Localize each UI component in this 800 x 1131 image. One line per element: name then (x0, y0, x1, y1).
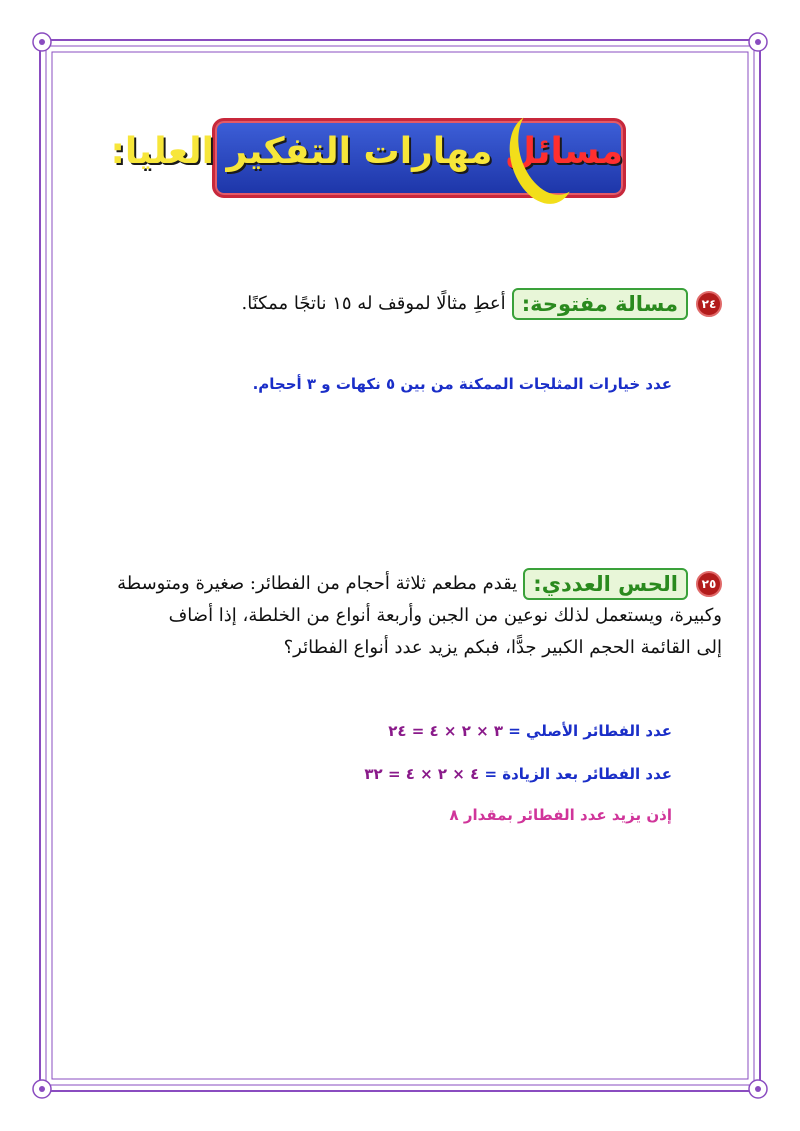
title-rest: مهارات التفكير العليا: (110, 131, 505, 172)
question-number-badge: ٢٤ (696, 291, 722, 317)
question-line-2: وكبيرة، ويستعمل لذلك نوعين من الجبن وأربعة أنواع من الخلطة، إذا أضاف (168, 605, 722, 626)
question-label: الحس العددي: (523, 568, 688, 600)
answer-value: ٤ × ٢ × ٤ = ٣٢ (364, 765, 480, 783)
answer-25-line-2 (364, 765, 672, 783)
answer-label: عدد الفطائر بعد الزيادة = (479, 765, 672, 783)
answer-25-conclusion: إذن يزيد عدد الفطائر بمقدار ٨ (449, 806, 672, 824)
question-line-3: إلى القائمة الحجم الكبير جدًّا، فبكم يزيد عدد أنواع الفطائر؟ (283, 637, 722, 658)
question-text: أعطِ مثالًا لموقف له ١٥ ناتجًا ممكنًا. (241, 293, 506, 314)
question-line-1 (72, 568, 722, 600)
question-25 (72, 568, 722, 664)
title-accent: مسائل (504, 131, 623, 172)
answer-25-line-1 (388, 722, 672, 740)
question-text: يقدم مطعم ثلاثة أحجام من الفطائر: صغيرة ومتوسطة (117, 573, 518, 594)
question-label: مسالة مفتوحة: (512, 288, 688, 320)
answer-value: ٣ × ٢ × ٤ = ٢٤ (388, 722, 504, 740)
question-number-badge: ٢٥ (696, 571, 722, 597)
question-24 (242, 288, 722, 320)
answer-label: عدد الفطائر الأصلي = (503, 722, 672, 740)
answer-24: عدد خيارات المثلجات الممكنة من بين ٥ نكهات و ٣ أحجام. (252, 375, 672, 393)
